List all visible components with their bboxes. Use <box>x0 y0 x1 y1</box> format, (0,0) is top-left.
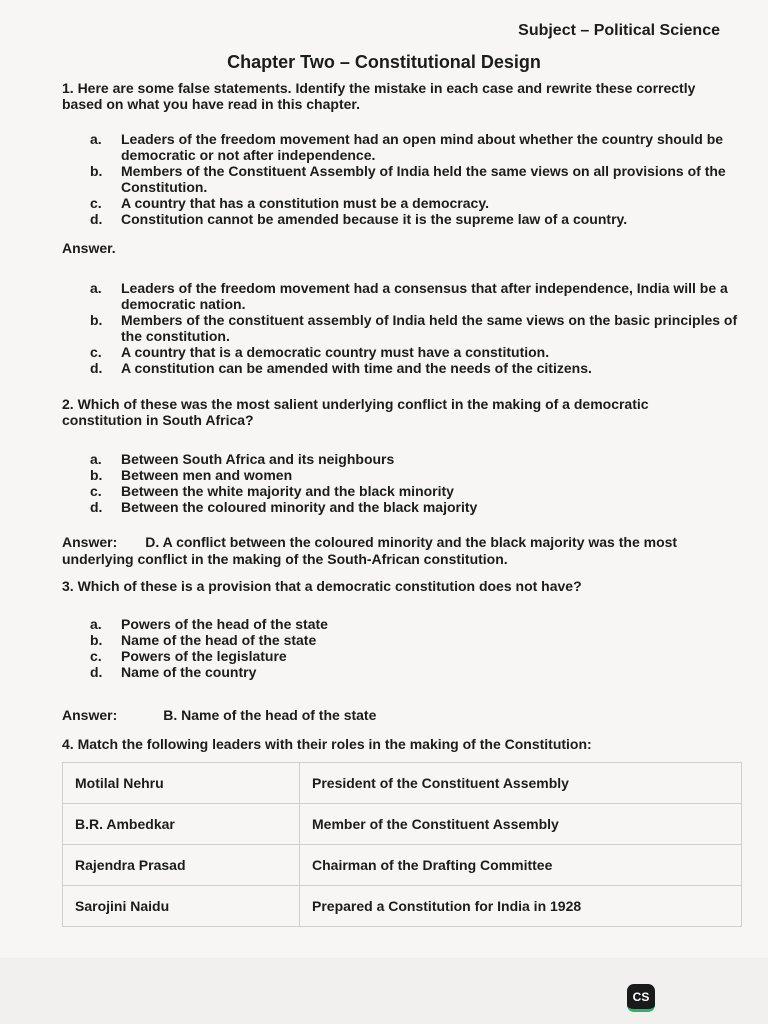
question-1-options <box>90 131 740 227</box>
match-table <box>62 762 742 927</box>
role-cell: Member of the Constituent Assembly <box>300 804 742 845</box>
option-item: a. Between South Africa and its neighbours <box>90 451 395 467</box>
answer-item: a. Leaders of the freedom movement had a consensus that after independence, India will be a democratic nation. <box>90 280 728 312</box>
question-3-options <box>90 616 740 680</box>
leader-cell: Rajendra Prasad <box>63 845 300 886</box>
table-row <box>63 763 742 804</box>
answer-item: d. A constitution can be amended with time and the needs of the citizens. <box>90 360 592 376</box>
option-item: a. Leaders of the freedom movement had an open mind about whether the country should be democratic or not after independence. <box>90 131 724 163</box>
question-4: 4. Match the following leaders with their roles in the making of the Constitution: <box>62 736 592 752</box>
answer-text: D. A conflict between the coloured minority and the black majority was the most underlying conflict in the making of the South-African constitution. <box>62 534 678 567</box>
role-cell: Chairman of the Drafting Committee <box>300 845 742 886</box>
answer-heading: Answer. <box>62 240 116 256</box>
option-item: d. Name of the country <box>90 664 257 680</box>
answer-text: B. Name of the head of the state <box>163 707 377 723</box>
question-1-answers <box>90 280 740 376</box>
question-3-answer <box>62 707 742 724</box>
option-item: c. Powers of the legislature <box>90 648 287 664</box>
role-cell: President of the Constituent Assembly <box>300 763 742 804</box>
role-cell: Prepared a Constitution for India in 1928 <box>300 886 742 927</box>
subject-heading: Subject – Political Science <box>518 22 720 39</box>
option-item: b. Name of the head of the state <box>90 632 317 648</box>
question-3: 3. Which of these is a provision that a democratic constitution does not have? <box>62 578 582 594</box>
leader-cell: B.R. Ambedkar <box>63 804 300 845</box>
option-item: b. Members of the Constituent Assembly of India held the same views on all provisions of the Constitution. <box>90 163 726 195</box>
table-row <box>63 845 742 886</box>
option-item: a. Powers of the head of the state <box>90 616 328 632</box>
question-2: 2. Which of these was the most salient underlying conflict in the making of a democratic constitution in South Africa? <box>62 396 649 428</box>
answer-label: Answer: <box>62 707 118 723</box>
answer-item: b. Members of the constituent assembly of India held the same views on the basic principles of the constitution. <box>90 312 738 344</box>
answer-label: Answer: <box>62 534 118 550</box>
option-item: c. Between the white majority and the black minority <box>90 483 454 499</box>
option-item: b. Between men and women <box>90 467 293 483</box>
table-row <box>63 804 742 845</box>
table-row <box>63 886 742 927</box>
question-2-options <box>90 451 740 515</box>
leader-cell: Sarojini Naidu <box>63 886 300 927</box>
camscanner-logo-icon: CS <box>627 984 655 1012</box>
question-1: 1. Here are some false statements. Identify the mistake in each case and rewrite these correctly based on what you have read in this chapter. <box>62 80 696 112</box>
option-item: d. Between the coloured minority and the black majority <box>90 499 478 515</box>
chapter-title: Chapter Two – Constitutional Design <box>227 52 541 72</box>
leader-cell: Motilal Nehru <box>63 763 300 804</box>
answer-item: c. A country that is a democratic country must have a constitution. <box>90 344 550 360</box>
option-item: d. Constitution cannot be amended because it is the supreme law of a country. <box>90 211 628 227</box>
question-2-answer <box>62 534 742 568</box>
option-item: c. A country that has a constitution must be a democracy. <box>90 195 489 211</box>
